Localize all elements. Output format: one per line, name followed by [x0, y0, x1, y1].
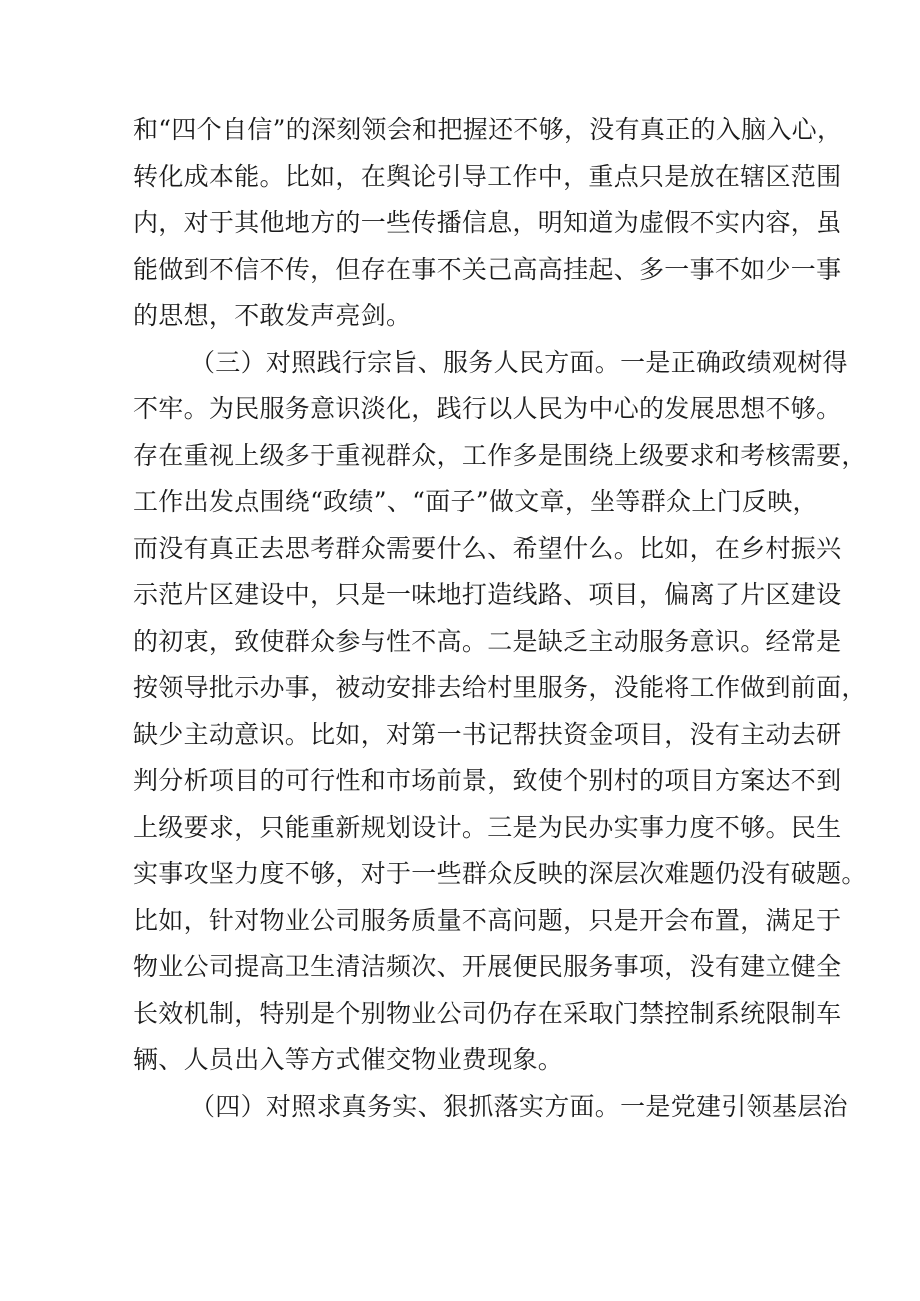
text-line: 和“四个自信”的深刻领会和把握还不够，没有真正的入脑入心， [133, 115, 843, 144]
text-line: 工作出发点围绕“政绩”、“面子”做文章，坐等群众上门反映， [133, 487, 818, 516]
body-text [133, 107, 867, 1130]
text-line: 辆、人员出入等方式催交物业费现象。 [133, 1045, 564, 1074]
text-line: 按领导批示办事，被动安排去给村里服务，没能将工作做到前面， [133, 673, 867, 702]
text-line: 而没有真正去思考群众需要什么、希望什么。比如，在乡村振兴 [133, 533, 842, 563]
text-line: 判分析项目的可行性和市场前景，致使个别村的项目方案达不到 [133, 766, 842, 795]
section-heading-line: （四）对照求真务实、狠抓落实方面。一是党建引领基层治 [190, 1091, 848, 1121]
text-line: 物业公司提高卫生清洁频次、开展便民服务事项，没有建立健全 [133, 952, 842, 981]
text-line: 的初衷，致使群众参与性不高。二是缺乏主动服务意识。经常是 [133, 626, 842, 656]
text-line: 不牢。为民服务意识淡化，践行以人民为中心的发展思想不够。 [133, 394, 842, 423]
text-line: 实事攻坚力度不够，对于一些群众反映的深层次难题仍没有破题。 [133, 859, 867, 888]
text-line: 缺少主动意识。比如，对第一书记帮扶资金项目，没有主动去研 [133, 719, 842, 749]
text-line: 存在重视上级多于重视群众，工作多是围绕上级要求和考核需要， [133, 440, 867, 470]
text-line: 的思想，不敢发声亮剑。 [133, 301, 412, 330]
text-line: 内，对于其他地方的一些传播信息，明知道为虚假不实内容，虽 [133, 208, 842, 237]
text-line: 转化成本能。比如，在舆论引导工作中，重点只是放在辖区范围 [133, 161, 842, 191]
section-heading-line: （三）对照践行宗旨、服务人民方面。一是正确政绩观树得 [190, 347, 848, 377]
text-line: 能做到不信不传，但存在事不关己高高挂起、多一事不如少一事 [133, 254, 842, 284]
text-line: 上级要求，只能重新规划设计。三是为民办实事力度不够。民生 [133, 812, 842, 842]
text-line: 比如，针对物业公司服务质量不高问题，只是开会布置，满足于 [133, 905, 842, 935]
text-line: 示范片区建设中，只是一味地打造线路、项目，偏离了片区建设 [133, 580, 842, 609]
text-line: 长效机制，特别是个别物业公司仍存在采取门禁控制系统限制车 [133, 998, 842, 1028]
